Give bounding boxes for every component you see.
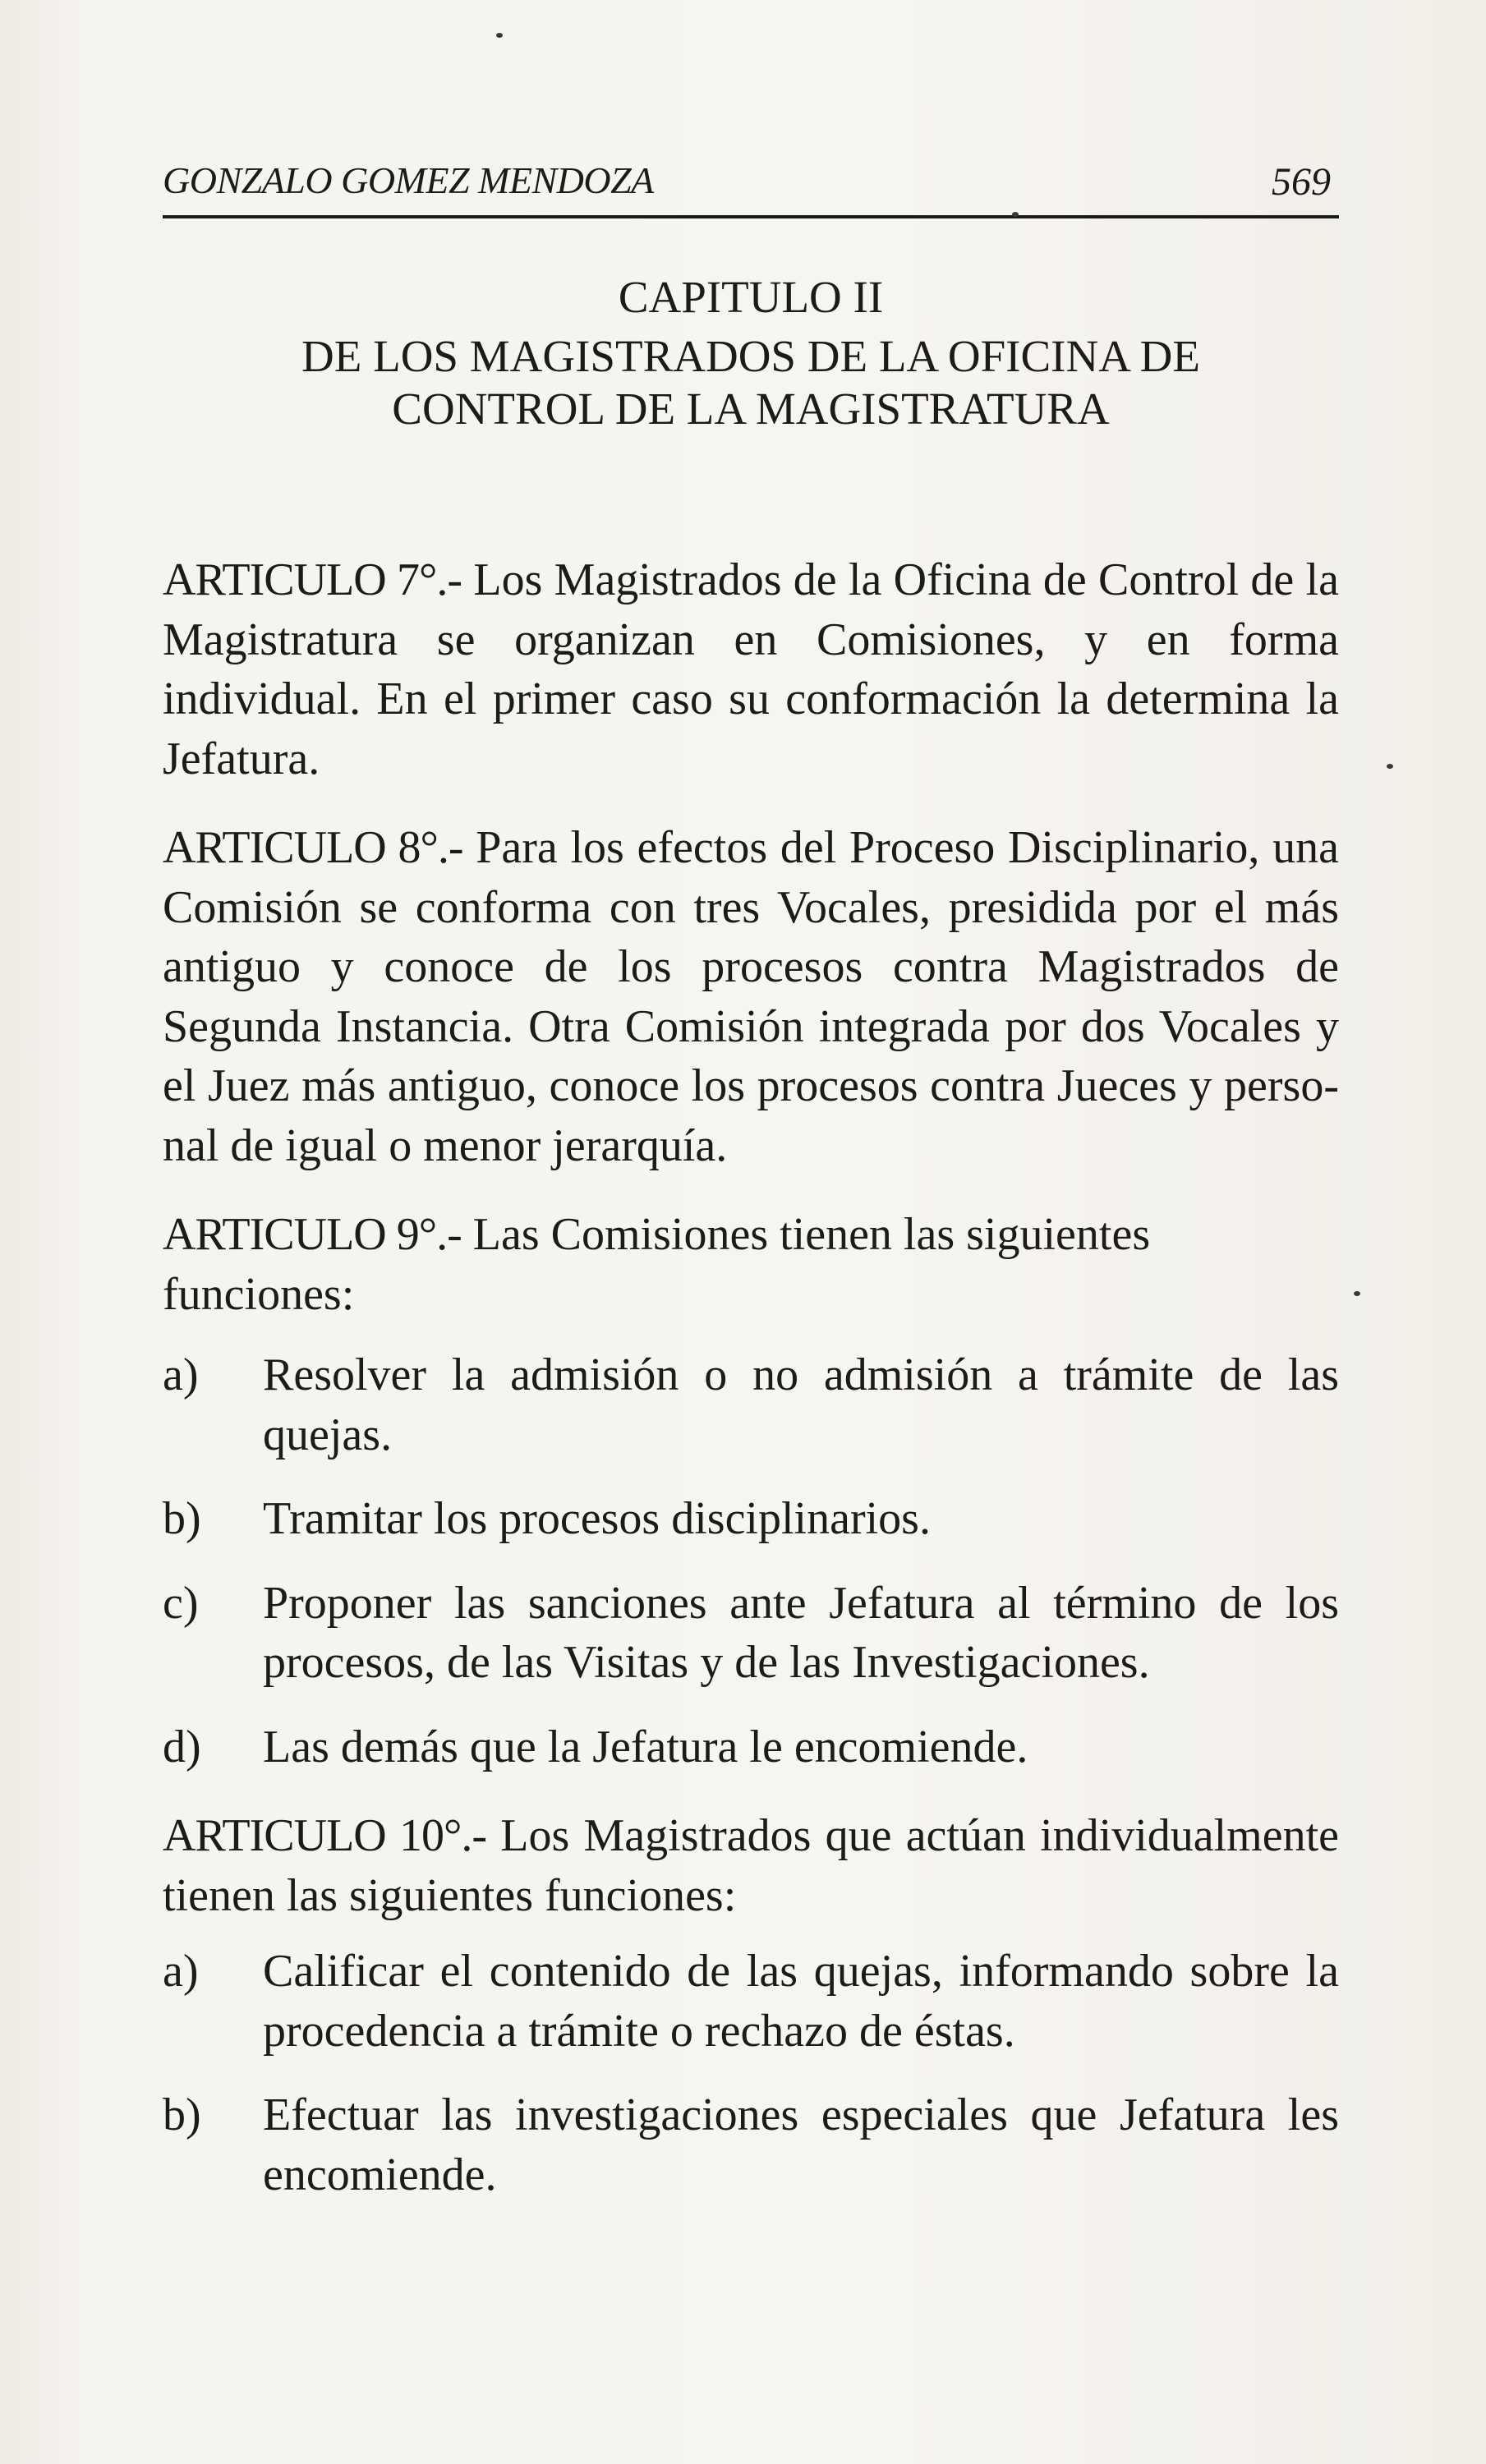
article-text: Las Comisiones tienen las siguientes funciones: — [163, 1209, 1151, 1320]
list-item-letter: b) — [163, 2089, 201, 2140]
chapter-title: CAPITULO II — [618, 272, 884, 322]
list-item-letter: a) — [163, 1349, 199, 1400]
article-8 — [163, 818, 1339, 1175]
chapter-subtitle-line-2: CONTROL DE LA MAGISTRATURA — [392, 384, 1110, 434]
list-item — [163, 1942, 1339, 2061]
article-text: Los Magistrados de la Oficina de Control de la Magistratura se organizan en Comisiones, y en forma individual. En el primer caso su conformación la determina la Jefatura. — [163, 554, 1339, 784]
list-item-letter: c) — [163, 1577, 199, 1629]
page-header — [163, 156, 1339, 218]
list-item-text: Efectuar las investigaciones especiales que Jefatura les encomiende. — [263, 2089, 1339, 2200]
chapter-subtitle-line-1: DE LOS MAGISTRADOS DE LA OFICINA DE — [301, 331, 1200, 381]
list-item — [163, 1489, 1339, 1549]
list-item — [163, 2085, 1339, 2204]
article-label: ARTICULO 7°.- — [163, 554, 462, 605]
page-number: 569 — [1272, 160, 1331, 204]
article-label: ARTICULO 9°.- — [163, 1209, 462, 1260]
list-item — [163, 1574, 1339, 1693]
list-item-text: Resolver la admisión o no admisión a trámite de las quejas. — [263, 1349, 1339, 1460]
article-text: Para los efectos del Proceso Disciplinario, una Comisión se conforma con tres Vocales, presidida por el más antiguo y conoce de los procesos contra Magistrados de Segunda Instancia. Otra Comisión integrada por dos Vocales y el Juez más antiguo, conoce los procesos contra Jueces y personal de igual o menor jerarquía. — [163, 822, 1339, 1171]
print-speck — [1387, 764, 1393, 769]
list-item-text: Calificar el contenido de las quejas, informando sobre la procedencia a trámite o rechazo de éstas. — [263, 1946, 1339, 2057]
list-item-text: Las demás que la Jefatura le encomiende. — [263, 1721, 1028, 1772]
article-7 — [163, 550, 1339, 788]
article-text: Los Magistrados que actúan individualmente tienen las siguientes funciones: — [163, 1810, 1339, 1921]
list-item-text: Tramitar los procesos disciplinarios. — [263, 1493, 931, 1544]
article-label: ARTICULO 8°.- — [163, 822, 463, 873]
list-item-text: Proponer las sanciones ante Jefatura al término de los procesos, de las Visitas y de las Investigaciones. — [263, 1577, 1339, 1688]
list-item — [163, 1717, 1339, 1777]
body-text — [163, 550, 1339, 2234]
article-10 — [163, 1806, 1339, 1925]
chapter-heading — [163, 271, 1339, 435]
list-item-letter: a) — [163, 1946, 199, 1997]
article-10-list — [163, 1942, 1339, 2204]
article-9 — [163, 1205, 1339, 1324]
list-item-letter: b) — [163, 1493, 201, 1544]
print-speck — [496, 33, 503, 38]
article-label: ARTICULO 10°.- — [163, 1810, 487, 1861]
print-speck — [1012, 212, 1019, 217]
list-item — [163, 1345, 1339, 1464]
article-9-list — [163, 1345, 1339, 1777]
list-item-letter: d) — [163, 1721, 201, 1772]
print-speck — [1354, 1291, 1360, 1296]
running-head: GONZALO GOMEZ MENDOZA — [163, 159, 654, 201]
